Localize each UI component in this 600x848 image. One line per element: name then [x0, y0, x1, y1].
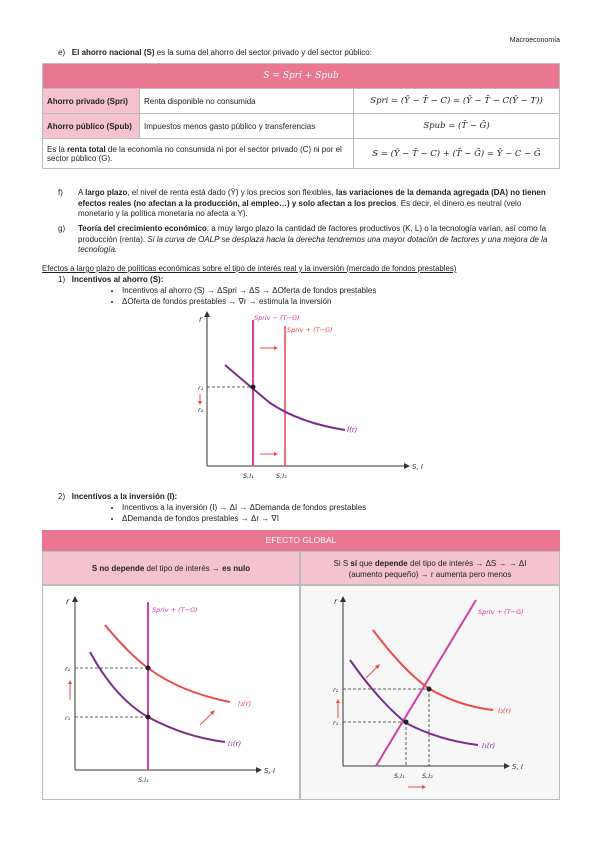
g1-x1-label: S,I₁ — [243, 472, 254, 480]
g2-y-label: r — [66, 597, 70, 606]
g2-investment-curve-2 — [105, 625, 230, 702]
g3-y-label: r — [334, 597, 338, 606]
g2-up-arrow-head — [68, 680, 72, 684]
left-header-t1: del tipo de interés → — [144, 564, 223, 573]
g3-y-arrow — [340, 596, 346, 602]
total-post: de la economía no consumida ni por el sector privado (C) ni por el sector público (G). — [47, 144, 342, 163]
right-header-t2: que — [357, 559, 375, 568]
g3-saving-curve — [376, 600, 476, 766]
g3-point-1 — [404, 720, 409, 725]
g3-s-label: Spriv + (T−G) — [478, 608, 524, 616]
public-saving-label: Ahorro público (Spub) — [43, 114, 140, 139]
total-pre: Es la — [47, 144, 68, 154]
g1-shift-arrow-1-head — [274, 346, 278, 350]
total-bold: renta total — [67, 144, 106, 154]
incentive1-marker: 1) — [58, 275, 66, 284]
incentive1-bullets — [108, 286, 376, 307]
item-f-marker: f) — [58, 188, 63, 197]
effects-title: Efectos a largo plazo de políticas económicas sobre el tipo de interés real y la inversión (mercado de fondos prestables) — [42, 264, 457, 273]
incentive2-title: Incentivos a la inversión (I): — [71, 492, 178, 501]
graph-3 — [308, 590, 553, 795]
g1-shift-arrow-2-head — [274, 452, 278, 456]
g2-investment-curve-1 — [90, 652, 225, 742]
incentive2-bullets — [108, 503, 366, 524]
graph-1 — [190, 308, 430, 488]
g2-shift-arrow — [200, 712, 213, 725]
g1-down-arrow-head — [198, 401, 202, 405]
g2-i1-label: I₁(r) — [228, 740, 242, 748]
left-header-b1: S no depende — [91, 564, 145, 573]
item-f-t2: , el nivel de renta está dado (Ȳ) y los precios son flexibles, — [127, 188, 336, 197]
g1-x-arrow — [404, 463, 410, 469]
right-header-b2: depende — [374, 559, 408, 568]
item-f-t1: A — [78, 188, 86, 197]
total-saving-formula: S = (Ȳ − T̄ − C) + (T̄ − Ḡ) = Ȳ − C − Ḡ — [354, 139, 560, 169]
g3-x1-label: S,I₁ — [394, 772, 405, 780]
g3-x2-label: S,I₂ — [422, 772, 433, 780]
g3-r1-label: r₁ — [333, 719, 339, 727]
private-saving-desc: Renta disponible no consumida — [140, 89, 354, 114]
item-e-marker: e) — [58, 48, 66, 57]
public-saving-desc: Impuestos menos gasto público y transferencias — [140, 114, 354, 139]
incentive2-bullet: • ΔDemanda de fondos prestables → Δr → ∇I — [122, 514, 366, 525]
savings-formula: S = Spri + Spub — [43, 64, 560, 89]
incentive2-bullet: • Incentivos a la inversión (I) → ΔI → ΔDemanda de fondos prestables — [122, 503, 366, 514]
incentive1-bullet: • ΔOferta de fondos prestables → ∇r → estimula la inversión — [122, 297, 376, 308]
g1-point-1 — [251, 385, 256, 390]
subject-header: Macroeconomía — [509, 37, 560, 44]
g1-curve-label: I(r) — [347, 426, 358, 434]
private-saving-label: Ahorro privado (Spri) — [43, 89, 140, 114]
g2-x-arrow — [256, 767, 262, 773]
right-header-b1: sí — [350, 559, 358, 568]
item-g-i1: Si la curva de OALP se desplaza hacia la derecha tendremos una mayor dotación de factores y una mejora de la tecnología. — [78, 234, 548, 254]
incentive1-bullet: • Incentivos al ahorro (S) → ΔSpri → ΔS → ΔOferta de fondos prestables — [122, 286, 376, 297]
g3-up-arrow-head — [336, 699, 340, 703]
g2-point-2 — [146, 666, 151, 671]
g2-y-arrow — [72, 596, 78, 602]
g2-r1-label: r₁ — [65, 714, 71, 722]
item-g-marker: g) — [58, 224, 66, 233]
savings-table — [42, 63, 560, 169]
g3-x-arrow — [504, 763, 510, 769]
g2-s-label: Spriv + (T−G) — [152, 606, 198, 614]
item-e — [58, 48, 372, 57]
left-header-b2: es nulo — [222, 564, 251, 573]
private-saving-formula: Spri = (Ȳ − T̄ − C) = (Ȳ − T̄ − C(Ȳ − T)) — [354, 89, 560, 114]
g3-i1-label: I₁(r) — [482, 742, 496, 750]
g1-r2-label: r₂ — [198, 406, 204, 414]
item-g — [78, 224, 558, 256]
g2-x-label: S, I — [264, 767, 275, 775]
incentive2-marker: 2) — [58, 492, 66, 501]
right-header-t1: Si S — [333, 559, 351, 568]
item-g-t1: : a muy largo plazo la cantidad de factores productivos (K, L) o la tecnología varían, así como la producción (renta). — [78, 224, 547, 244]
right-header-t3: del tipo de interés → ΔS → → ΔI (aumento pequeño) → r aumenta pero menos — [348, 559, 527, 579]
g3-point-2 — [427, 687, 432, 692]
g3-shift-arrow — [366, 666, 378, 678]
item-f-b1: largo plazo — [85, 188, 128, 197]
incentive1-title: Incentivos al ahorro (S): — [71, 275, 164, 284]
g1-y-label: r — [199, 315, 203, 324]
incentive2 — [58, 492, 177, 501]
g1-s2-label: Spriv + (T−G) — [287, 326, 333, 334]
item-f — [78, 188, 558, 220]
global-effect-title: EFECTO GLOBAL — [42, 530, 560, 551]
item-e-rest: es la suma del ahorro del sector privado y del sector público: — [154, 48, 372, 57]
incentive1 — [58, 275, 163, 284]
g3-x-shift-arrow-head — [422, 785, 426, 789]
g3-i2-label: I₂(r) — [498, 707, 512, 715]
global-right-header — [300, 551, 560, 585]
g1-y-arrow — [204, 311, 210, 317]
g1-x2-label: S,I₂ — [276, 472, 287, 480]
g1-x-label: S, I — [412, 463, 423, 471]
g2-r2-label: r₂ — [65, 665, 71, 673]
g2-x-value-label: S,I₁ — [138, 776, 149, 784]
item-e-bold: El ahorro nacional (S) — [71, 48, 155, 57]
item-f-t3: . Es decir, el dinero es neutral (velo monetario y la política monetaria no afecta a Y). — [78, 198, 522, 218]
item-g-b1: Teoría del crecimiento económico — [78, 224, 207, 233]
g2-i2-label: I₂(r) — [238, 700, 252, 708]
g2-point-1 — [146, 715, 151, 720]
g1-r1-label: r₁ — [198, 384, 204, 392]
total-saving-desc — [43, 139, 354, 169]
g3-x-label: S, I — [512, 763, 523, 771]
g3-r2-label: r₂ — [333, 686, 339, 694]
public-saving-formula: Spub = (T̄ − Ḡ) — [354, 114, 560, 139]
g1-s1-label: Spriv − (T−G) — [254, 314, 300, 322]
graph-2 — [50, 590, 295, 790]
global-left-header — [42, 551, 300, 585]
item-f-b2: las variaciones de la demanda agregada (DA) no tienen efectos reales (no afectan a la producción, al empleo…) y solo afectan a los precios — [78, 188, 546, 208]
